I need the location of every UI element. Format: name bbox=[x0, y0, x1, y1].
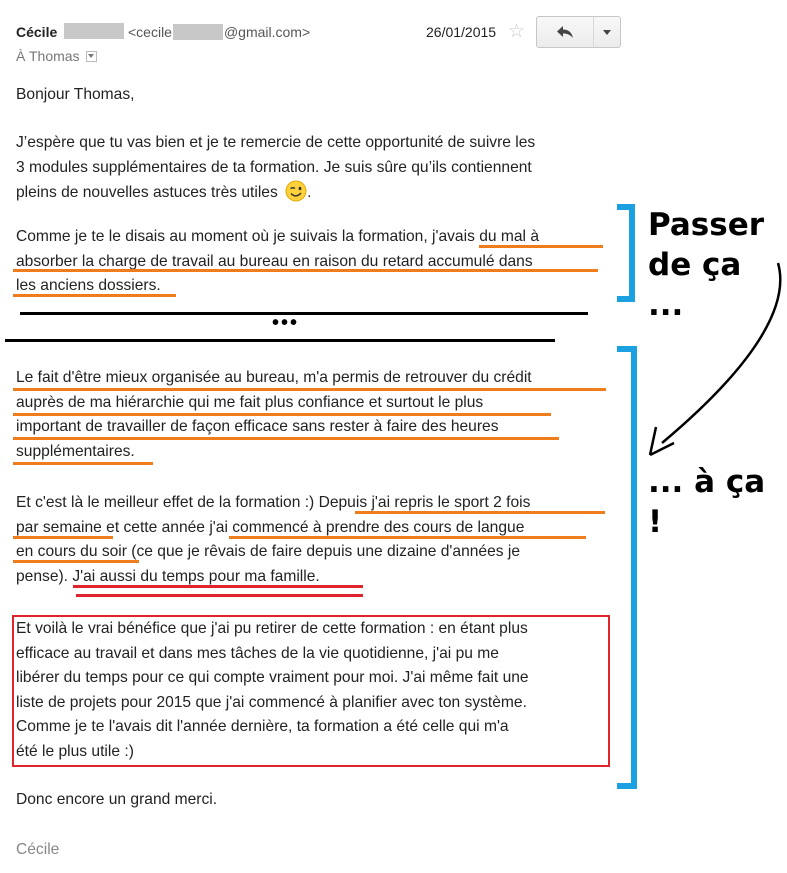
highlighted-text: j'ai commencé à prendre des cours de langue bbox=[209, 518, 525, 536]
paragraph-line: Comme je te l'avais dit l'année dernière, ta formation a été celle qui m'a bbox=[16, 718, 509, 735]
underline-highlight bbox=[13, 560, 139, 563]
highlighted-line: supplémentaires. bbox=[16, 442, 135, 460]
ellipsis-separator: ••• bbox=[272, 312, 300, 334]
underline-highlight bbox=[13, 462, 153, 465]
star-icon[interactable]: ☆ bbox=[508, 21, 526, 42]
paragraph-line: J’espère que tu vas bien et je te remercie de cette opportunité de suivre les bbox=[16, 134, 536, 151]
separator-line bbox=[5, 339, 555, 342]
reply-arrow-icon bbox=[556, 25, 574, 39]
underline-highlight bbox=[13, 413, 551, 416]
highlighted-text-red: J'ai aussi du temps pour ma famille. bbox=[72, 567, 320, 585]
paragraph-text: Et c'est là le meilleur effet de la formation :) bbox=[16, 494, 319, 511]
paragraph-line: Et voilà le vrai bénéfice que j'ai pu retirer de cette formation : en étant plus bbox=[16, 620, 528, 637]
paragraph-line: libérer du temps pour ce qui compte vraiment pour moi. J'ai même fait une bbox=[16, 669, 529, 686]
email-prefix: <cecile bbox=[128, 24, 172, 40]
annotation-after: ... à ça ! bbox=[648, 464, 766, 540]
underline-highlight bbox=[13, 294, 176, 297]
underline-highlight bbox=[229, 536, 586, 539]
recipient-details-icon[interactable] bbox=[86, 51, 97, 62]
underline-highlight bbox=[13, 269, 598, 272]
underline-highlight-red bbox=[73, 585, 363, 588]
annotation-line: de ça ... bbox=[648, 247, 742, 323]
paragraph-text: pleins de nouvelles astuces très utiles bbox=[16, 184, 278, 201]
highlighted-line: les anciens dossiers. bbox=[16, 277, 161, 294]
sender-email bbox=[128, 24, 310, 40]
highlighted-line: important de travailler de façon efficace sans rester à faire des heures bbox=[16, 418, 499, 435]
wink-smiley-icon bbox=[285, 180, 307, 211]
highlighted-line: absorber la charge de travail au bureau en raison du retard accumulé dans bbox=[16, 252, 533, 270]
reply-button[interactable] bbox=[536, 16, 594, 48]
paragraph-1 bbox=[16, 131, 535, 211]
paragraph-end: . bbox=[307, 184, 312, 201]
highlighted-line: Le fait d'être mieux organisée au bureau, m'a permis de retrouver du crédit bbox=[16, 369, 532, 386]
highlighted-line: auprès de ma hiérarchie qui me fait plus confiance et surtout le plus bbox=[16, 393, 484, 411]
underline-highlight bbox=[355, 511, 605, 514]
email-date: 26/01/2015 bbox=[426, 24, 497, 40]
recipient-line[interactable] bbox=[16, 48, 97, 64]
dropdown-caret-icon bbox=[603, 30, 611, 35]
paragraph-text: (ce que je rêvais de faire depuis une dizaine d'années je bbox=[126, 543, 521, 560]
recipient-label: À Thomas bbox=[16, 48, 80, 64]
paragraph-line: 3 modules supplémentaires de ta formation. Je suis sûre qu’ils contiennent bbox=[16, 158, 532, 176]
paragraph-line: liste de projets pour 2015 que j'ai commencé à planifier avec ton système. bbox=[16, 693, 527, 711]
paragraph-line: été le plus utile :) bbox=[16, 742, 134, 760]
highlighted-text: j'avais du mal à bbox=[432, 228, 540, 245]
underline-highlight-red bbox=[76, 594, 363, 597]
highlighted-text: en cours du soir bbox=[16, 543, 127, 560]
closing-line: Donc encore un grand merci. bbox=[16, 791, 218, 808]
paragraph-line bbox=[16, 225, 539, 250]
paragraph-line: efficace au travail et dans mes tâches de la vie quotidienne, j'ai pu me bbox=[16, 644, 499, 662]
paragraph-5 bbox=[16, 617, 529, 764]
separator-line bbox=[20, 312, 588, 315]
highlighted-text: Depuis j'ai repris le sport 2 fois bbox=[318, 494, 531, 511]
greeting: Bonjour Thomas, bbox=[16, 86, 135, 103]
paragraph-4 bbox=[16, 491, 530, 589]
more-options-button[interactable] bbox=[593, 16, 621, 48]
annotation-line: Passer bbox=[648, 207, 765, 243]
highlighted-text: par semaine bbox=[16, 518, 102, 536]
underline-highlight bbox=[13, 437, 559, 440]
redacted-email bbox=[173, 24, 223, 40]
underline-highlight bbox=[13, 536, 113, 539]
signature: Cécile bbox=[16, 841, 60, 858]
sender-name: Cécile bbox=[16, 24, 58, 40]
paragraph-text: et cette année bbox=[101, 518, 210, 536]
redacted-name bbox=[64, 23, 124, 39]
email-suffix: @gmail.com> bbox=[223, 24, 311, 40]
underline-highlight bbox=[479, 245, 603, 248]
paragraph-text: pense). bbox=[16, 567, 73, 585]
paragraph-2 bbox=[16, 225, 539, 299]
paragraph-line bbox=[16, 180, 535, 211]
curved-arrow-icon bbox=[640, 255, 787, 465]
underline-highlight bbox=[13, 388, 606, 391]
paragraph-text: Comme je te le disais au moment où je suivais la formation, bbox=[16, 228, 433, 245]
